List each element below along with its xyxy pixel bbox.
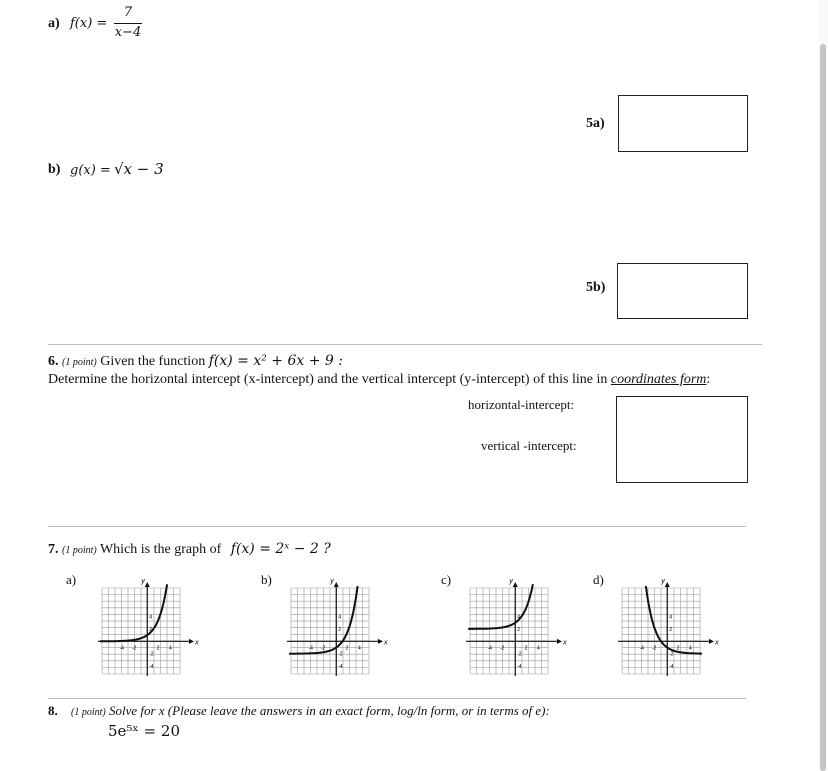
option-d-label: d) <box>593 572 604 587</box>
x-tick-label: 4 <box>169 645 172 652</box>
y-tick-label: -2 <box>149 651 154 658</box>
graph-option-d[interactable] <box>614 572 726 682</box>
q7-function: f(x) = 2ˣ − 2 ? <box>230 541 331 557</box>
x-tick-label: 2 <box>345 645 349 652</box>
graph-option-b[interactable] <box>283 572 395 682</box>
x-axis-label: x <box>715 639 719 647</box>
answer-5b-box[interactable] <box>617 263 748 319</box>
q7-points: (1 point) <box>62 545 97 556</box>
x-tick-label: 2 <box>676 645 680 652</box>
q6-instruction-end: : <box>706 372 711 387</box>
q5a-numerator: 7 <box>123 5 133 20</box>
y-tick-label: 2 <box>517 626 521 633</box>
grid <box>291 588 369 674</box>
q8-points: (1 point) <box>71 707 106 718</box>
q6-instruction-text: Determine the horizontal intercept (x-intercept) and the vertical intercept (y-intercept) of this line in <box>48 372 608 387</box>
coordinates-form-link: coordinates form <box>610 372 707 387</box>
q5b-label: b) <box>48 162 61 177</box>
x-tick-label: 4 <box>537 645 540 652</box>
x-axis-arrow <box>557 639 562 644</box>
x-tick-label: -2 <box>131 645 137 652</box>
y-tick-label: 2 <box>149 626 153 633</box>
y-tick-label: -4 <box>669 664 674 671</box>
y-tick-label: 2 <box>669 626 673 633</box>
y-tick-label: -2 <box>517 651 522 658</box>
divider <box>48 526 746 527</box>
grid <box>622 588 700 674</box>
grid <box>470 588 548 674</box>
q7-prompt: Which is the graph of <box>99 542 222 557</box>
q6-instruction <box>48 372 710 388</box>
horizontal-intercept-label: horizontal-intercept: <box>468 397 575 412</box>
y-tick-label: 4 <box>669 614 673 621</box>
q6-prompt: Given the function <box>100 354 206 369</box>
x-axis-arrow <box>709 639 714 644</box>
x-axis-arrow <box>189 639 194 644</box>
q5a-denominator: x−4 <box>114 25 142 40</box>
y-tick-label: -2 <box>338 651 343 658</box>
x-tick-label: -4 <box>119 645 124 652</box>
q7-number: 7. <box>48 542 59 557</box>
x-tick-label: -2 <box>651 645 657 652</box>
y-axis-arrow <box>334 582 339 587</box>
x-axis-arrow <box>378 639 383 644</box>
q8-header <box>48 703 550 719</box>
y-axis-label: y <box>330 578 334 585</box>
q8-prompt: Solve for x (Please leave the answers in an exact form, log/ln form, or in terms of e): <box>108 703 550 718</box>
y-tick-label: -4 <box>517 664 522 671</box>
y-tick-label: 4 <box>338 614 342 621</box>
divider <box>48 344 762 345</box>
answer-5a-label: 5a) <box>586 116 605 131</box>
x-tick-label: -4 <box>639 645 644 652</box>
x-tick-label: -2 <box>320 645 326 652</box>
q5a-function: f(x) = <box>70 16 108 31</box>
answer-5b-label: 5b) <box>586 280 606 295</box>
y-tick-label: -4 <box>149 664 154 671</box>
q5b-expression: √x − 3 <box>114 160 164 178</box>
y-axis-label: y <box>141 578 145 585</box>
answer-6-box[interactable] <box>616 396 748 483</box>
function-curve <box>100 584 167 641</box>
x-axis-label: x <box>384 639 388 647</box>
vertical-intercept-label: vertical -intercept: <box>481 438 577 453</box>
fraction-bar <box>114 23 142 24</box>
q7-header <box>48 541 331 558</box>
y-axis-arrow <box>665 582 670 587</box>
x-tick-label: 4 <box>689 645 692 652</box>
q6-number: 6. <box>48 354 59 369</box>
x-tick-label: -4 <box>487 645 492 652</box>
graph-option-c[interactable] <box>462 572 574 682</box>
y-axis-arrow <box>145 582 150 587</box>
y-axis-label: y <box>509 578 513 585</box>
option-c-label: c) <box>441 572 452 587</box>
option-a-label: a) <box>66 572 77 587</box>
grid <box>102 588 180 674</box>
scrollbar-thumb[interactable] <box>820 44 826 771</box>
answer-5a-box[interactable] <box>618 95 748 152</box>
x-tick-label: -2 <box>499 645 505 652</box>
y-axis-arrow <box>513 582 518 587</box>
divider <box>48 698 746 699</box>
q8-number: 8. <box>48 703 58 718</box>
q6-function: f(x) = x² + 6x + 9 : <box>208 353 343 369</box>
y-tick-label: 2 <box>338 626 342 633</box>
y-tick-label: 4 <box>149 614 153 621</box>
option-b-label: b) <box>261 572 272 587</box>
q5b-function: g(x) = <box>70 163 111 178</box>
y-tick-label: -4 <box>338 664 343 671</box>
q5a-label: a) <box>48 16 60 31</box>
x-tick-label: 4 <box>358 645 361 652</box>
x-tick-label: 2 <box>156 645 160 652</box>
x-tick-label: -4 <box>308 645 313 652</box>
x-axis-label: x <box>195 639 199 647</box>
y-axis-label: y <box>661 578 665 585</box>
function-curve <box>468 584 533 629</box>
x-axis-label: x <box>563 639 567 647</box>
q6-points: (1 point) <box>62 357 97 368</box>
graph-option-a[interactable] <box>94 572 206 682</box>
q6-header <box>48 353 343 370</box>
x-tick-label: 2 <box>524 645 528 652</box>
y-tick-label: -2 <box>669 651 674 658</box>
y-tick-label: 4 <box>517 614 521 621</box>
q8-equation: 5e⁵ˣ = 20 <box>108 722 180 740</box>
